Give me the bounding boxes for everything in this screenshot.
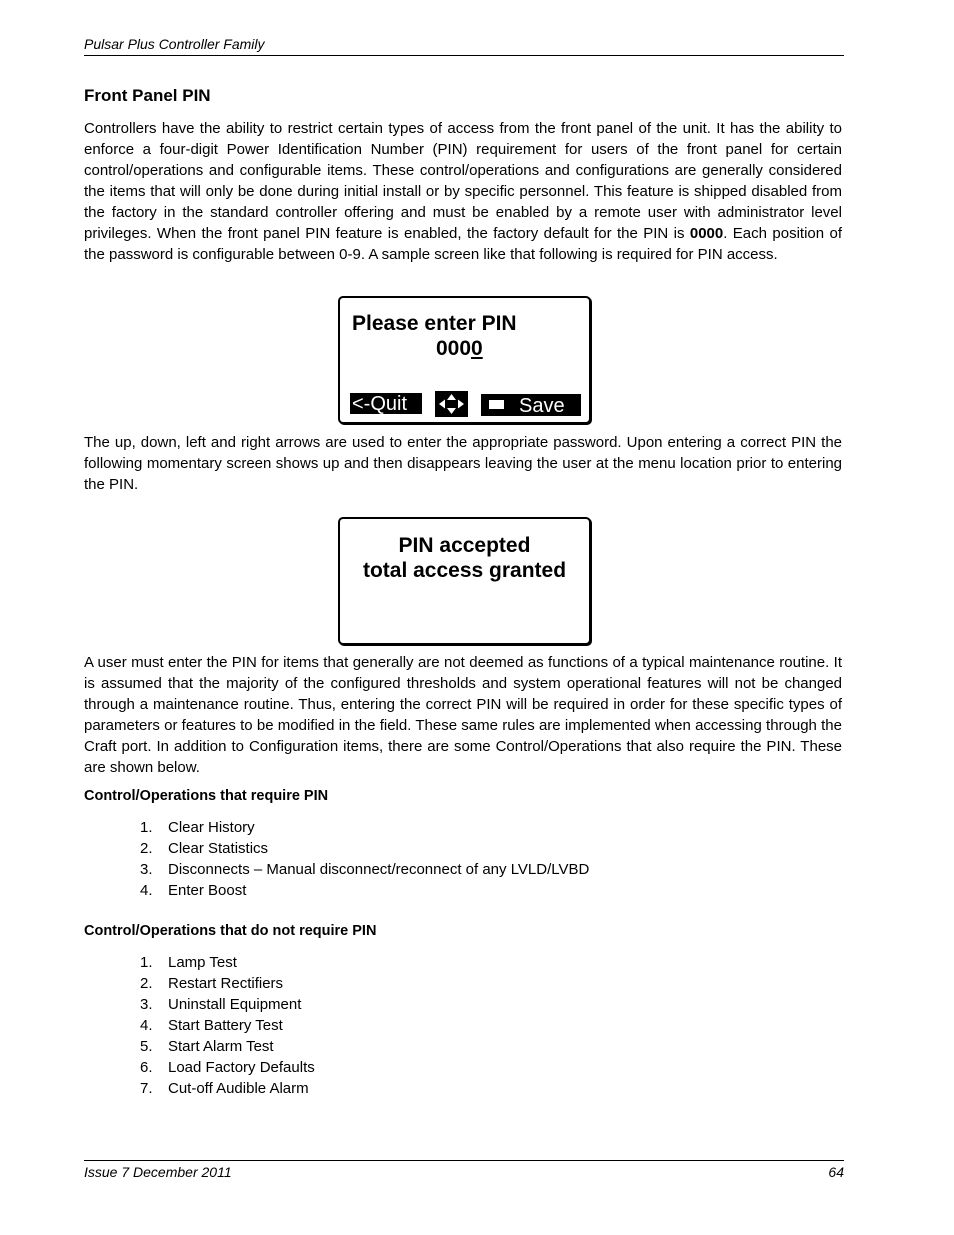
pin-usage-paragraph: A user must enter the PIN for items that generally are not deemed as functions of a typical maintenance routine. It is assumed that the majority of the configured thresholds and system operational features will not be changed through a maintenance routine. Thus, entering the correct PIN will be required in order for these specific types of parameters or features to be modified in the field. These same rules are implemented when accessing through the Craft port. In addition to Configuration items, there are some Control/Operations that also require the PIN. These are shown below.	[84, 654, 842, 776]
intro-text: Controllers have the ability to restrict certain types of access from the front panel of the unit. It has the ability to enforce a four-digit Power Identification Number (PIN) requirement for users of the front panel for certain control/operations and configurable items. These control/operations and configurations are generally considered the items that will only be done during initial install or by specific personnel. This feature is shipped disabled from the factory in the standard controller offering and must be enabled by a remote user with administrator level privileges. When the front panel PIN feature is enabled, the factory default for the PIN is	[84, 120, 842, 242]
list-item-text: Start Battery Test	[168, 1017, 283, 1034]
list-item	[140, 952, 315, 973]
list-item	[140, 838, 589, 859]
list-item	[140, 1057, 315, 1078]
arrows-paragraph: The up, down, left and right arrows are used to enter the appropriate password. Upon entering a correct PIN the following momentary screen shows up and then disappears leaving the user at the menu location prior to entering the PIN.	[84, 434, 842, 493]
pin-entry-screen	[338, 296, 591, 424]
four-way-arrows-icon[interactable]	[435, 391, 468, 417]
require-pin-list	[140, 817, 589, 901]
page-header	[84, 36, 844, 56]
default-pin-value: 0000	[689, 225, 724, 242]
no-pin-list	[140, 952, 315, 1099]
save-square-icon	[489, 400, 504, 409]
quit-button[interactable]: <-Quit	[350, 393, 422, 414]
page-footer	[84, 1160, 844, 1180]
pin-prompt: Please enter PIN	[352, 312, 517, 335]
list-item-number: 7.	[140, 1080, 153, 1097]
list-item-text: Clear Statistics	[168, 840, 269, 857]
section-title: Front Panel PIN	[84, 86, 211, 105]
list-item	[140, 880, 589, 901]
require-pin-heading: Control/Operations that require PIN	[84, 788, 329, 804]
save-label: Save	[519, 395, 565, 417]
intro-paragraph	[84, 118, 842, 265]
list-item-text: Start Alarm Test	[168, 1038, 274, 1055]
list-item-text: Uninstall Equipment	[168, 996, 302, 1013]
pin-value	[436, 337, 483, 361]
pin-digits: 000	[436, 337, 472, 360]
intro-text-end: . Each position of the password is configurable between 0-9. A sample screen like that following is required for PIN access.	[84, 225, 842, 263]
save-button[interactable]	[481, 394, 581, 416]
list-item	[140, 859, 589, 880]
list-item	[140, 1078, 315, 1099]
list-item-text: Load Factory Defaults	[168, 1059, 315, 1076]
pin-accepted-text: PIN accepted	[398, 534, 531, 557]
list-item-text: Cut-off Audible Alarm	[168, 1080, 309, 1097]
list-item-number: 1.	[140, 954, 153, 971]
list-item-number: 1.	[140, 819, 153, 836]
page-number: 64	[828, 1164, 844, 1180]
issue-date: Issue 7 December 2011	[84, 1164, 232, 1180]
access-granted-text: total access granted	[362, 559, 567, 582]
list-item	[140, 994, 315, 1015]
list-item-text: Enter Boost	[168, 882, 247, 899]
no-pin-heading: Control/Operations that do not require PIN	[84, 923, 377, 939]
list-item	[140, 973, 315, 994]
pin-cursor-digit: 0	[471, 337, 483, 360]
list-item-number: 3.	[140, 861, 153, 878]
list-item-number: 2.	[140, 975, 153, 992]
list-item-text: Restart Rectifiers	[168, 975, 284, 992]
list-item-number: 6.	[140, 1059, 153, 1076]
list-item-text: Disconnects – Manual disconnect/reconnect of any LVLD/LVBD	[168, 861, 590, 878]
list-item-text: Lamp Test	[168, 954, 237, 971]
list-item-number: 3.	[140, 996, 153, 1013]
list-item-number: 2.	[140, 840, 153, 857]
list-item-number: 5.	[140, 1038, 153, 1055]
list-item-number: 4.	[140, 1017, 153, 1034]
list-item-text: Clear History	[168, 819, 255, 836]
list-item-number: 4.	[140, 882, 153, 899]
list-item	[140, 1036, 315, 1057]
document-title: Pulsar Plus Controller Family	[84, 36, 265, 52]
pin-accepted-screen	[338, 517, 591, 645]
list-item	[140, 1015, 315, 1036]
list-item	[140, 817, 589, 838]
